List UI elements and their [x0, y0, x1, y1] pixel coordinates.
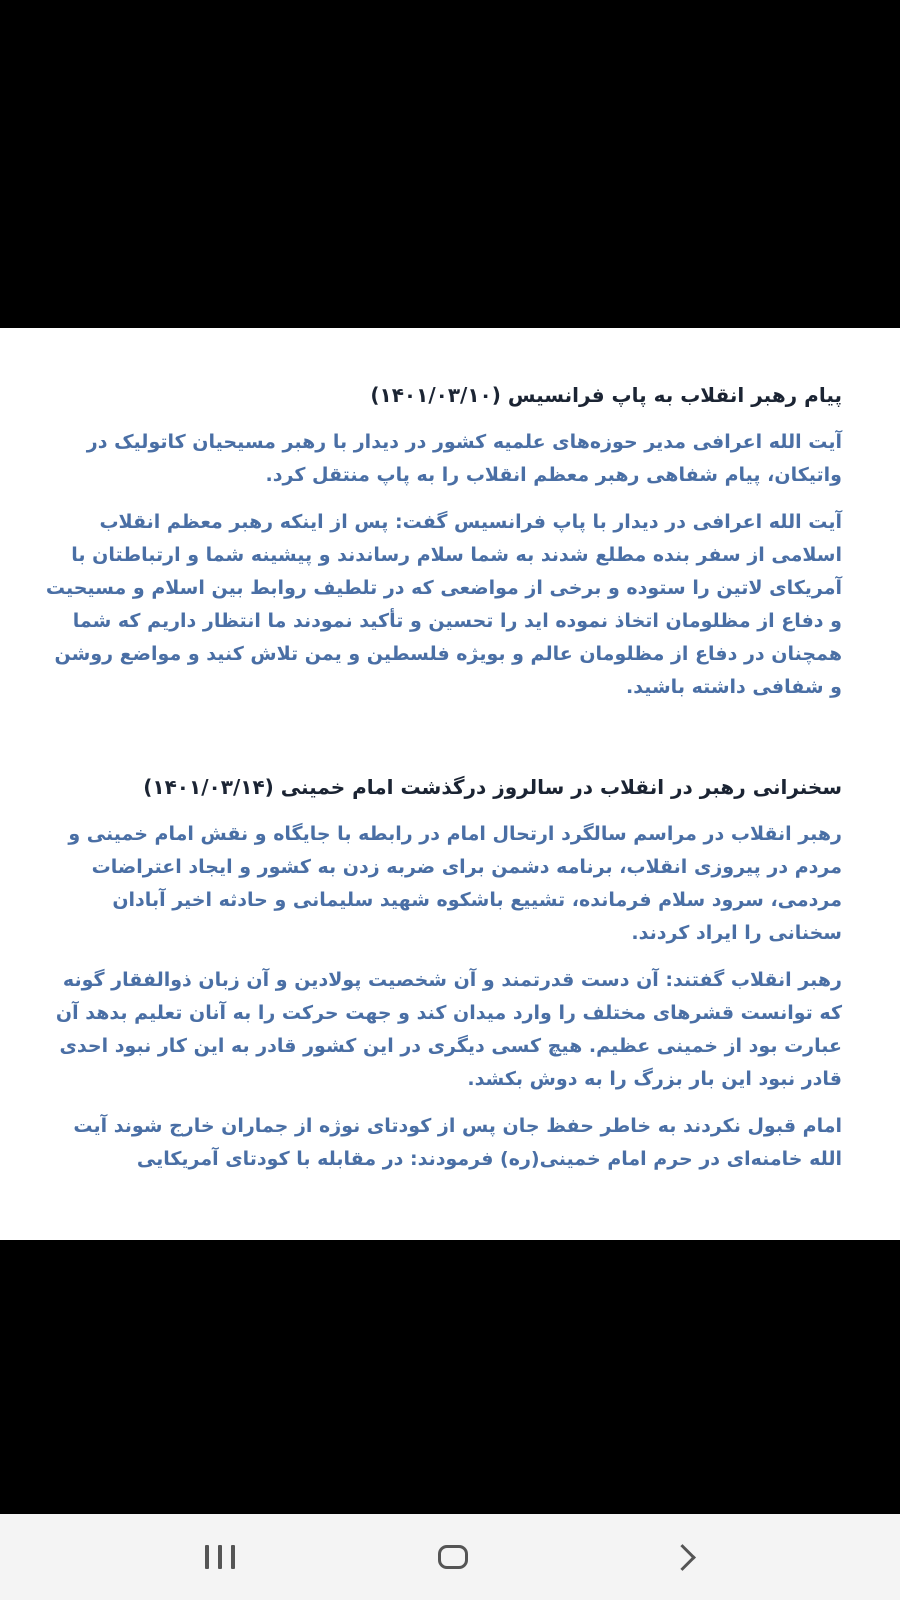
section-spacer: [44, 718, 842, 770]
recents-button[interactable]: [190, 1532, 250, 1582]
section-heading: سخنرانی رهبر در انقلاب در سالروز درگذشت امام خمینی (۱۴۰۱/۰۳/۱۴): [143, 775, 842, 799]
top-letterbox: [0, 0, 900, 328]
home-button[interactable]: [423, 1532, 483, 1582]
paragraph: آیت الله اعرافی در دیدار با پاپ فرانسیس گفت: پس از اینکه رهبر معظم انقلاب اسلامی از سفر بنده مطلع شدند به شما سلام رساندند و پیشینه شما و ارتباطتان با آمریکای لاتین را ستوده و برخی از مواضعی که در تلطیف روابط بین اسلام و مسیحیت و دفاع از مظلومان اتخاذ نموده اید را تحسین و تأکید نمودند ما انتظار داریم که شما همچنان در دفاع از مظلومان عالم و بویژه فلسطین و یمن تلاش کنید و مواضع روشن و شفافی داشته باشید.: [45, 511, 842, 698]
paragraph: امام قبول نکردند به خاطر حفظ جان پس از کودتای نوژه از جماران خارج شوند آیت الله خامنه‌ای در حرم امام خمینی(ره) فرمودند: در مقابله با کودتای آمریکایی: [73, 1115, 842, 1170]
paragraph: رهبر انقلاب در مراسم سالگرد ارتحال امام در رابطه با جایگاه و نقش امام خمینی و مردم در پیروزی انقلاب، برنامه دشمن برای ضربه زدن به کشور و ایجاد اعتراضات مردمی، سرود سلام فرمانده، تشییع باشکوه شهید سلیمانی و حادثه اخیر آبادان سخنانی را ایراد کردند.: [68, 823, 842, 944]
home-icon: [438, 1545, 468, 1569]
back-icon: [669, 1544, 696, 1571]
paragraph: آیت الله اعرافی مدیر حوزه‌های علمیه کشور در دیدار با رهبر مسیحیان کاتولیک در واتیکان، پیام شفاهی رهبر معظم انقلاب را به پاپ منتقل کرد.: [86, 431, 842, 486]
recents-icon: [205, 1545, 235, 1569]
paragraph: رهبر انقلاب گفتند: آن دست قدرتمند و آن شخصیت پولادین و آن زبان ذوالفقار گونه که توانست قشرهای مختلف را وارد میدان کند و جهت حرکت را به آنان تعلیم بدهد آن عبارت بود از خمینی عظیم. هیچ کسی دیگری در این کشور قادر به این کار نبود احدی قادر نبود این بار بزرگ را به دوش بکشد.: [55, 969, 842, 1090]
back-button[interactable]: [656, 1532, 716, 1582]
document-page: [0, 328, 900, 1240]
section-heading: پیام رهبر انقلاب به پاپ فرانسیس (۱۴۰۱/۰۳/۱۰): [370, 383, 842, 407]
article-body: [44, 378, 842, 1190]
bottom-letterbox: [0, 1240, 900, 1514]
system-navigation-bar: [0, 1514, 900, 1600]
